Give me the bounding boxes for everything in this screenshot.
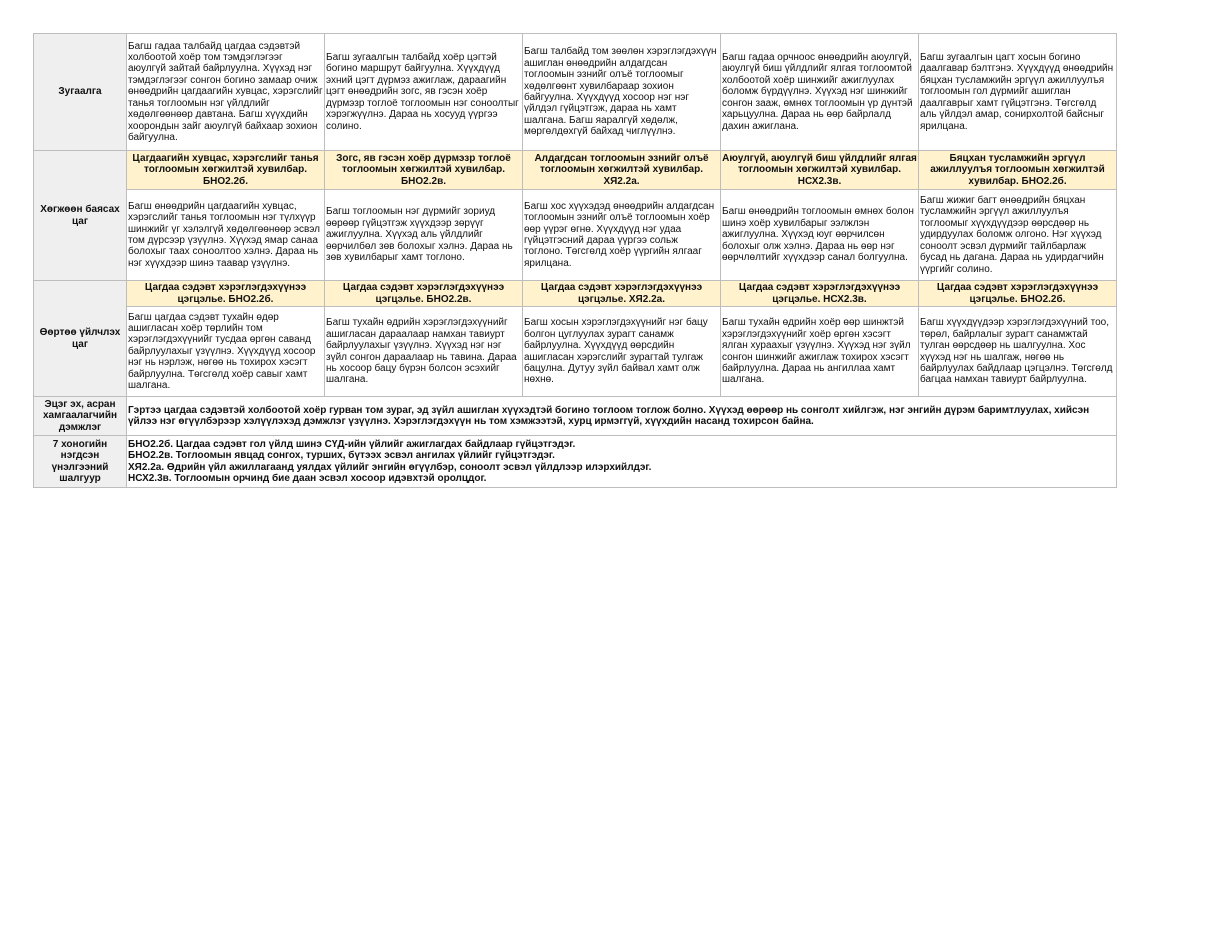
- row-label-parent-support: Эцэг эх, асран хамгаалагчийн дэмжлэг: [34, 397, 127, 436]
- criteria-line: НСХ2.3в. Тоглоомын орчинд бие даан эсвэл хосоор идэвхтэй оролцдог.: [128, 472, 487, 484]
- free-time-title-2: Зогс, яв гэсэн хоёр дүрмэзр тоглоё тоглоомын хөгжилтэй хувилбар. БНО2.2в.: [325, 151, 523, 190]
- free-time-day-1: Багш өнөөдрийн цагдаагийн хувцас, хэрэгслийг танья тоглоомын нэг түлхүүр шинжийг үг хэлэлгүй хөдөлгөөнөөр эсвэл том дүрсээр үзүүлнэ. Хүүхэд ямар санаа болохыг таах соноолтоо хэлнэ. Дараа нь нэг хүүхдээр шинэ таавар үзүүлнэ.: [127, 190, 325, 281]
- walk-day-2: Багш зугаалгын талбайд хоёр цэгтэй богино маршрут байгуулна. Хүүхдүүд эхний цэгт дүрмэз ажиглаж, дараагийн цэгт өнөөдрийн зогс, яв гэсэн хоёр дүрмэзр тоглоё тоглоомын нэг соноолтыг хэрэгжүүлнэ. Дараа нь хосууд үүргээ солино.: [325, 34, 523, 151]
- self-service-title-4: Цагдаа сэдэвт хэрэглэгдэхүүнээ цэгцэлье. НСХ2.3в.: [721, 281, 919, 307]
- row-label-walk: Зугаалга: [34, 34, 127, 151]
- free-time-day-3: Багш хос хүүхэдэд өнөөдрийн алдагдсан тоглоомын эзнийг олъё тоглоомын хоёр өөр үүрэг өгнө. Хүүхдүүд нэг удаа гүйцэтгэсний дараа үүргээ сольж тоглоно. Төгсгөлд хоёр үүргийн ялгааг ярилцана.: [523, 190, 721, 281]
- row-label-free-time: Хөгжөөн баясах цаг: [34, 151, 127, 281]
- self-service-day-3: Багш хосын хэрэглэгдэхүүнийг нэг бацу болгон цуглуулах зурагт санамж байрлуулна. Хүүхдүүд өөрсдийн ашигласан хэрэгслийг зурагтай тулгаж бацулна. Дутуу зүйл байвал хамт олж нөхнө.: [523, 307, 721, 397]
- self-service-day-1: Багш цагдаа сэдэвт тухайн өдөр ашигласан хоёр төрлийн том хэрэглэгдэхүүнийг тусдаа өргөн саванд байрлуулахыг үзүүлнэ. Хүүхдүүд хосоор нэг нь нэрлэж, нөгөө нь тохирох хэсэгт байрлуулна. Төгсгөлд хоёр савыг хамт шалгана.: [127, 307, 325, 397]
- row-label-criteria: 7 хоногийн нэгдсэн үнэлгээний шалгуур: [34, 436, 127, 488]
- parent-support-text: Гэртээ цагдаа сэдэвтэй холбоотой хоёр гурван том зураг, эд зүйл ашиглан хүүхэдтэй богино тоглоом тоглож болно. Хүүхэд өөрөөр нь сонголт хийлгэж, нэг энгийн дүрэм баримтлуулах, хийсэн үйлээ нэг өгүүлбэрээр хэлүүлэхэд дэмжлэг үзүүлнэ. Хэрэглэгдэхүүн нь том хэмжээтэй, хурц ирмэггүй, хүүхдийн насанд тохирсон байна.: [127, 397, 1117, 436]
- free-time-day-5: Багш жижиг багт өнөөдрийн бяцхан тусламжийн эргүүл ажиллуулъя тоглоомыг хүүхдүүдээр өөрсдөөр нь удирдуулах боломж олгоно. Нэг хүүхэд соноолт эсвэл дүрмийг тайлбарлаж бусад нь дагана. Дараа нь удирдагчийн үүргийг солино.: [919, 190, 1117, 281]
- criteria-line: БНО2.2в. Тоглоомын явцад сонгох, турших, бүтээх эсвэл ангилах үйлийг гүйцэтгэдэг.: [128, 450, 555, 462]
- table-row: [34, 281, 1117, 307]
- criteria-list: [127, 436, 1117, 488]
- walk-day-5: Багш зугаалгын цагт хосын богино даалгавар бэлтгэнэ. Хүүхдүүд өнөөдрийн бяцхан тусламжийн эргүүл ажиллуулъя тоглоомын гол дүрмийг ашиглан даалгаврыг хамт гүйцэтгэнэ. Төгсгөлд аль үйлдэл амар, сонирхолтой байсныг ярилцана.: [919, 34, 1117, 151]
- self-service-title-5: Цагдаа сэдэвт хэрэглэгдэхүүнээ цэгцэлье. БНО2.2б.: [919, 281, 1117, 307]
- self-service-day-2: Багш тухайн өдрийн хэрэглэгдэхүүнийг ашигласан дараалаар намхан тавиурт байрлуулахыг үзүүлнэ. Хүүхэд нэг нэг зүйл сонгон дараалаар нь тавина. Дараа нь хосоор бацу бүрэн болсон эсэхийг шалгана.: [325, 307, 523, 397]
- walk-day-4: Багш гадаа орчноос өнөөдрийн аюулгүй, аюулгүй биш үйлдлийг ялгая тоглоомтой холбоотой хоёр шинжийг ажиглуулах боломж бүрдүүлнэ. Хүүхэд нэг шинжийг сонгон зааж, өмнөх тоглоомын үр дүнтэй харьцуулна. Дараа нь өөр байрлалд дахин ажиглана.: [721, 34, 919, 151]
- row-label-self-service: Өөртөө үйлчлэх цаг: [34, 281, 127, 397]
- walk-day-1: Багш гадаа талбайд цагдаа сэдэвтэй холбоотой хоёр том тэмдэглэгээг аюулгүй зайтай байрлуулна. Хүүхэд нэг тэмдэглэгээг сонгон богино замаар очиж өнөөдрийн цагдаагийн хувцас, хэрэгслийг танья тоглоомын нэг үйлдлийг хөдөлгөөнөөр давтана. Багш хүүхдийн хоорондын зайг аюулгүй байхаар зохион байгуулна.: [127, 34, 325, 151]
- free-time-title-5: Бяцхан тусламжийн эргүүл ажиллуулъя тоглоомын хөгжилтэй хувилбар. БНО2.2б.: [919, 151, 1117, 190]
- free-time-title-3: Алдагдсан тоглоомын эзнийг олъё тоглоомын хөгжилтэй хувилбар. ХЯ2.2а.: [523, 151, 721, 190]
- free-time-day-2: Багш тоглоомын нэг дүрмийг зориуд өөрөөр гүйцэтгэж хүүхдээр зөрүүг ажиглуулна. Хүүхэд аль үйлдлийг өөрчилбөл зөв болохыг хэлнэ. Дараа нь зөв хувилбарыг хамт тоглоно.: [325, 190, 523, 281]
- criteria-line: ХЯ2.2а. Өдрийн үйл ажиллагаанд уялдах үйлийг энгийн өгүүлбэр, соноолт эсвэл үйлдлээр илэрхийлдэг.: [128, 461, 652, 473]
- self-service-day-4: Багш тухайн өдрийн хоёр өөр шинжтэй хэрэглэгдэхүүнийг хоёр өргөн хэсэгт ялган хураахыг үзүүлнэ. Хүүхэд нэг зүйл сонгон шинжийг ажиглаж тохирох хэсэгт байрлуулна. Дараа нь ангиллаа хамт шалгана.: [721, 307, 919, 397]
- table-row: [34, 307, 1117, 397]
- free-time-day-4: Багш өнөөдрийн тоглоомын өмнөх болон шинэ хоёр хувилбарыг ээлжлэн ажиглуулна. Хүүхэд юуг өөрчилсөн болохыг олж хэлнэ. Дараа нь өөр нэг өөрчлөлтийг хүүхдээр санал болгуулна.: [721, 190, 919, 281]
- table-row: [34, 436, 1117, 488]
- criteria-line: БНО2.2б. Цагдаа сэдэвт гол үйлд шинэ СҮД-ийн үйлийг ажиглагдах байдлаар гүйцэтгэдэг.: [128, 438, 576, 450]
- table-row: [34, 151, 1117, 190]
- self-service-day-5: Багш хүүхдүүдээр хэрэглэгдэхүүний тоо, төрөл, байрлалыг зурагт санамжтай тулган өөрсдөөр нь шалгуулна. Хос хүүхэд нэг нь шалгаж, нөгөө нь байрлуулах байдлаар цэгцэлнэ. Төгсгөлд багцаа намхан тавиурт байрлуулна.: [919, 307, 1117, 397]
- table-row: [34, 34, 1117, 151]
- walk-day-3: Багш талбайд том зөөлөн хэрэглэгдэхүүн ашиглан өнөөдрийн алдагдсан тоглоомын эзнийг олъё тоглоомыг хөдөлгөөнт хувилбараар зохион байгуулна. Хүүхдүүд хосоор нэг нэг үйлдэл гүйцэтгэж, дараа нь хамт шалгана. Багш яаралгүй хөдөлж, мөргөлдөхгүй байхад чиглүүлнэ.: [523, 34, 721, 151]
- free-time-title-4: Аюулгүй, аюулгүй биш үйлдлийг ялгая тоглоомын хөгжилтэй хувилбар. НСХ2.3в.: [721, 151, 919, 190]
- weekly-plan-table: [33, 33, 1117, 488]
- free-time-title-1: Цагдаагийн хувцас, хэрэгслийг танья тоглоомын хөгжилтэй хувилбар. БНО2.2б.: [127, 151, 325, 190]
- self-service-title-3: Цагдаа сэдэвт хэрэглэгдэхүүнээ цэгцэлье. ХЯ2.2а.: [523, 281, 721, 307]
- self-service-title-2: Цагдаа сэдэвт хэрэглэгдэхүүнээ цэгцэлье. БНО2.2в.: [325, 281, 523, 307]
- self-service-title-1: Цагдаа сэдэвт хэрэглэгдэхүүнээ цэгцэлье. БНО2.2б.: [127, 281, 325, 307]
- table-row: [34, 397, 1117, 436]
- table-row: [34, 190, 1117, 281]
